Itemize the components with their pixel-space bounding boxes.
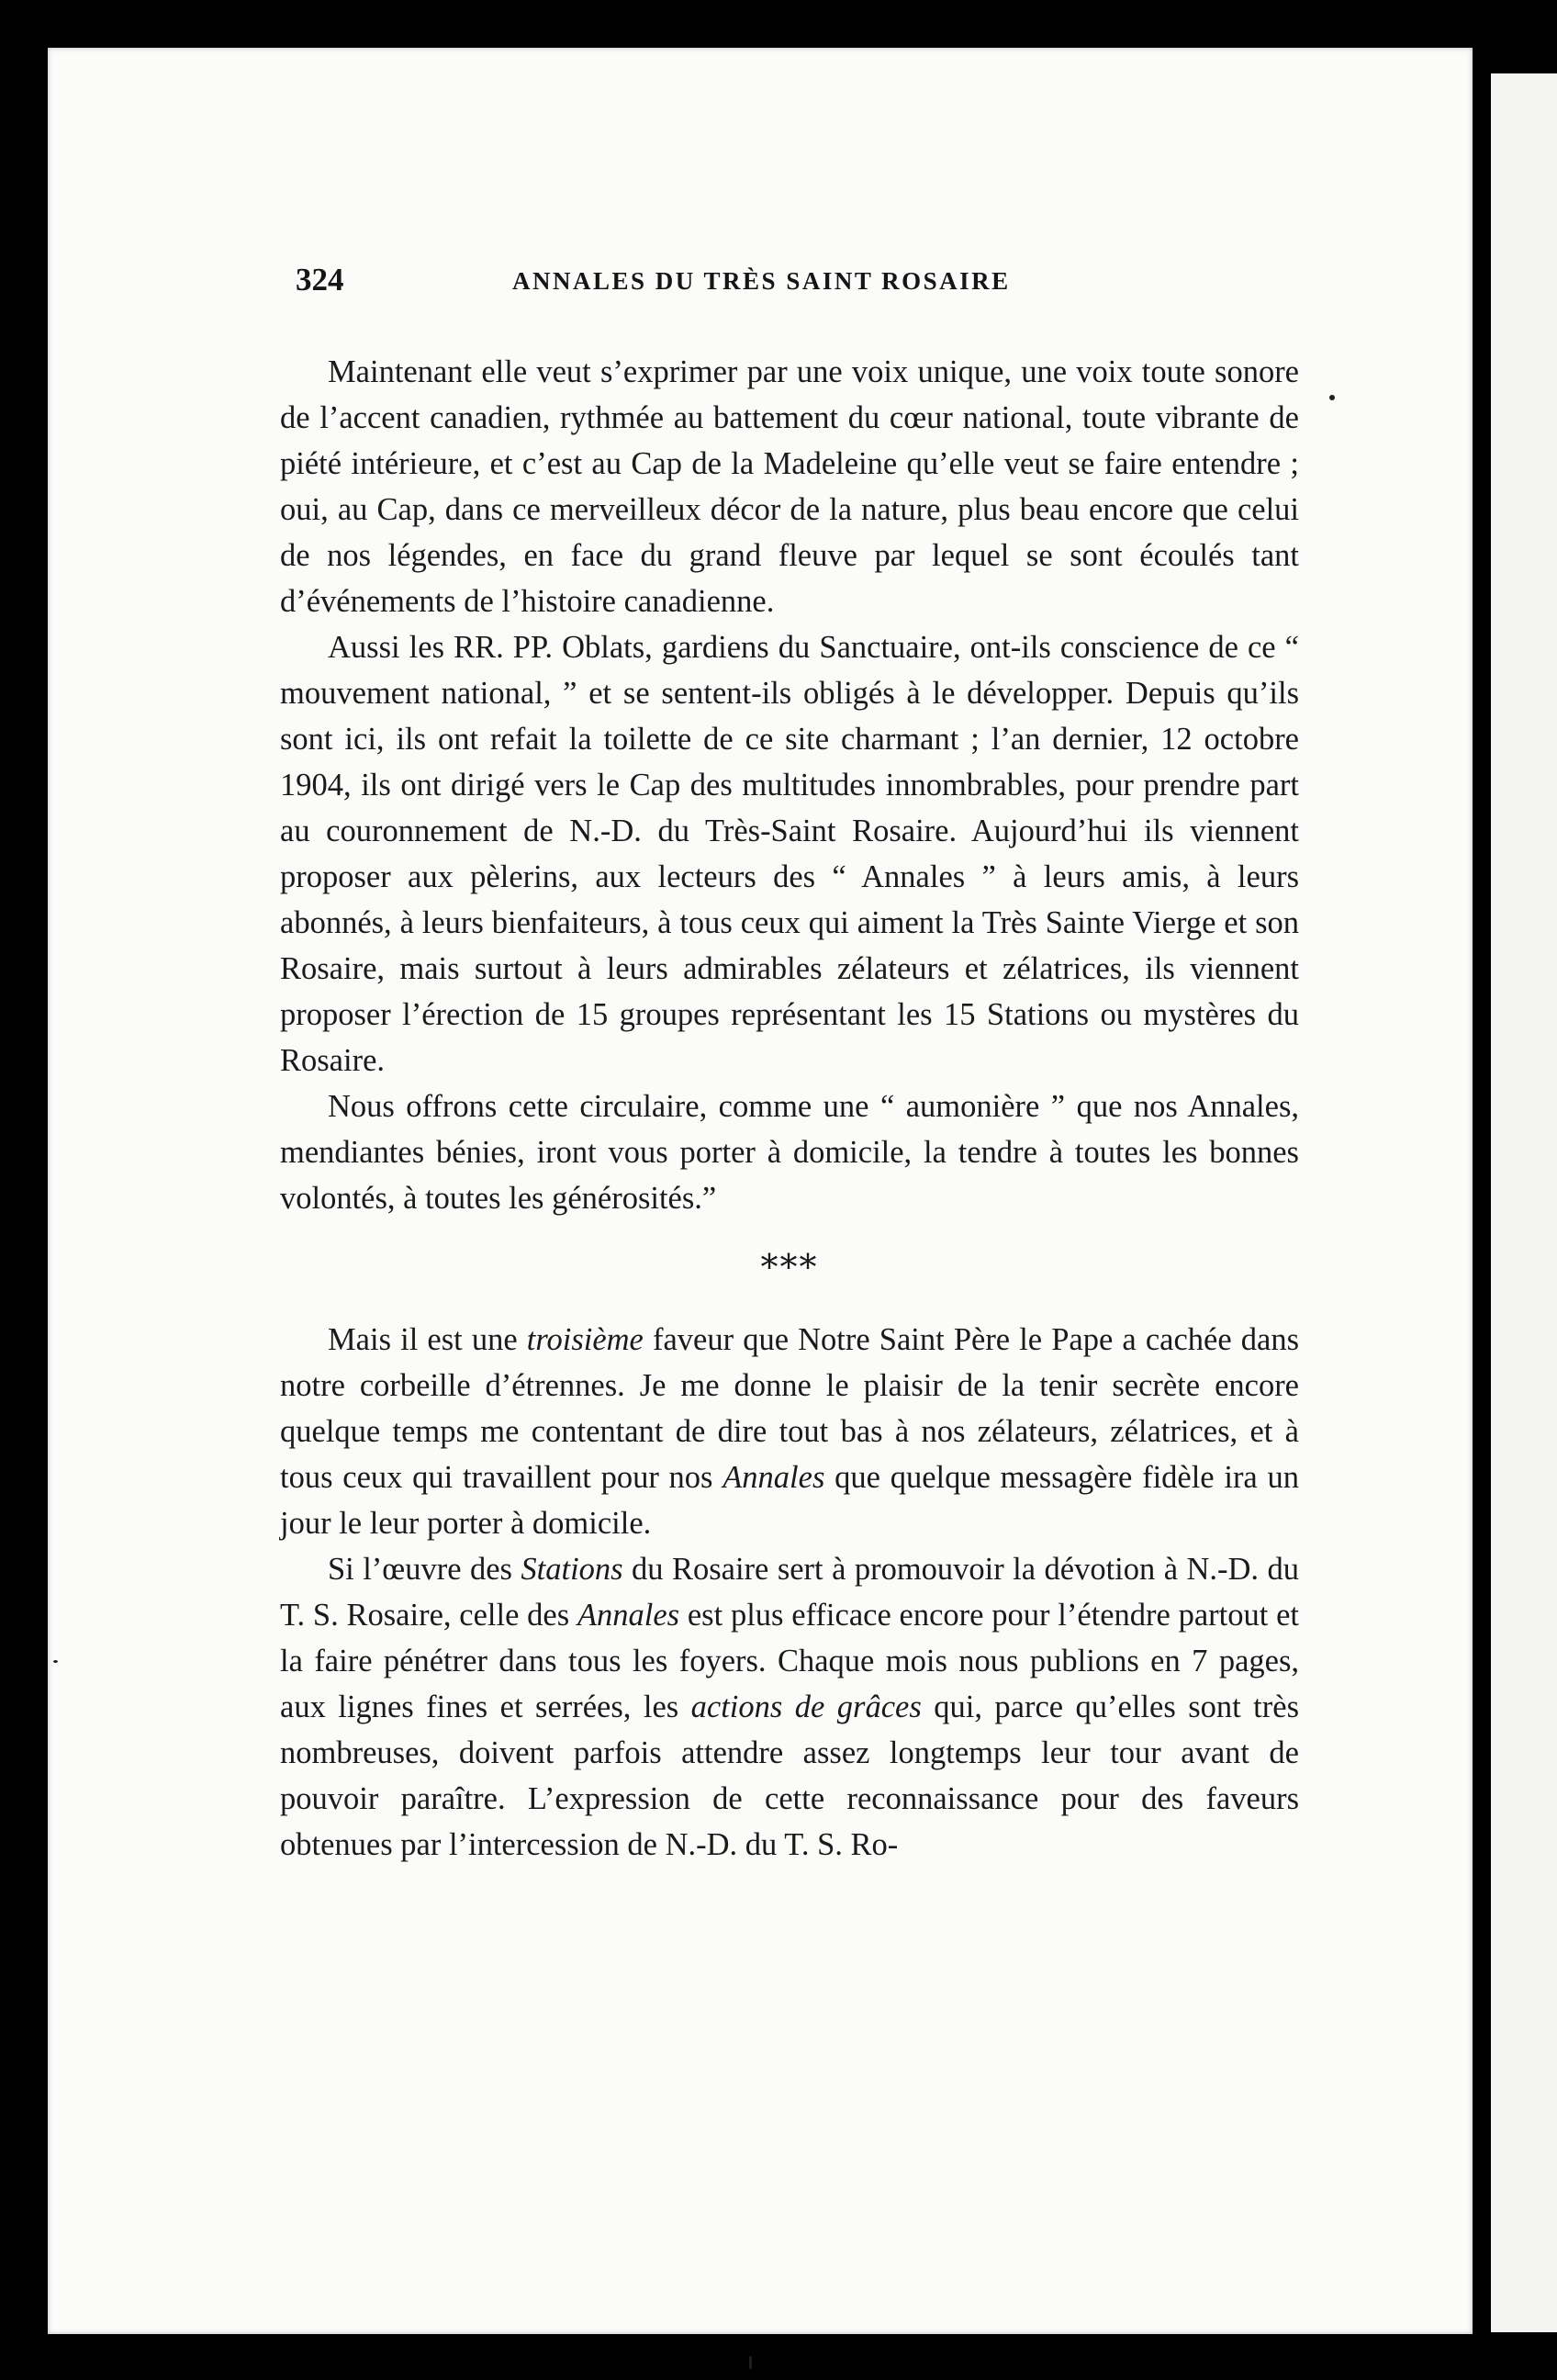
adjacent-page-edge bbox=[1491, 73, 1557, 2332]
text-run: que quelque messagère fidèle ira un jour le leur porter à domicile. bbox=[280, 1460, 1299, 1541]
page-number: 324 bbox=[296, 262, 344, 298]
scan-speck bbox=[749, 2356, 752, 2369]
paragraph bbox=[280, 1546, 1299, 1868]
paragraph: Maintenant elle veut s’exprimer par une voix unique, une voix toute sonore de l’accent canadien, rythmée au battement du cœur national, toute vibrante de piété intérieure, et c’est au Cap de la Madeleine qu’elle veut se faire entendre ; oui, au Cap, dans ce merveilleux décor de la nature, plus beau encore que celui de nos légendes, en face du grand fleuve par lequel se sont écoulés tant d’événements de l’histoire canadienne. bbox=[280, 354, 1299, 619]
text-run: qui, parce qu’elles sont très nombreuses, doivent parfois attendre assez longtemps leur tour avant de pouvoir paraître. L’expression de cette reconnaissance pour des faveurs obtenues par l’intercession de N.-D. du T. S. Ro- bbox=[280, 1690, 1299, 1862]
body-text bbox=[280, 349, 1299, 1868]
text-run: Mais il est une bbox=[328, 1322, 527, 1357]
paragraph: Nous offrons cette circulaire, comme une “ aumonière ” que nos Annales, mendiantes bénies, iront vous porter à domicile, la tendre à toutes les bonnes volontés, à toutes les générosités.” bbox=[280, 1089, 1299, 1216]
italic-run: actions de grâces bbox=[690, 1690, 922, 1724]
paragraph bbox=[280, 1317, 1299, 1546]
italic-run: troisième bbox=[526, 1322, 644, 1357]
page-header bbox=[296, 262, 1122, 308]
text-run: est plus efficace encore pour l’étendre partout et la faire pénétrer dans tous les foyers. Chaque mois nous publions en 7 pages, aux lignes fines et serrées, les bbox=[280, 1598, 1299, 1724]
section-separator: *** bbox=[760, 1247, 819, 1287]
italic-run: Stations bbox=[521, 1552, 623, 1587]
running-title: ANNALES DU TRÈS SAINT ROSAIRE bbox=[512, 267, 1011, 295]
text-run: faveur que Notre Saint Père le Pape a cachée dans notre corbeille d’étrennes. Je me donne le plaisir de la tenir secrète encore quelque temps me contentant de dire tout bas à nos zélateurs, zélatrices, et à tous ceux qui travaillent pour nos bbox=[280, 1322, 1299, 1495]
italic-run: Annales bbox=[577, 1598, 680, 1633]
paragraph: Aussi les RR. PP. Oblats, gardiens du Sanctuaire, ont-ils conscience de ce “ mouvement national, ” et se sentent-ils obligés à le développer. Depuis qu’ils sont ici, ils ont refait la toilette de ce site charmant ; l’an dernier, 12 octobre 1904, ils ont dirigé vers le Cap des multitudes innombrables, pour prendre part au couronnement de N.-D. du Très-Saint Rosaire. Aujourd’hui ils viennent proposer aux pèlerins, aux lecteurs des “ Annales ” à leurs amis, à leurs abonnés, à leurs bienfaiteurs, à tous ceux qui aiment la Très Sainte Vierge et son Rosaire, mais surtout à leurs admirables zélateurs et zélatrices, ils viennent proposer l’érection de 15 groupes représentant les 15 Stations ou mystères du Rosaire. bbox=[280, 630, 1299, 1078]
scan-speck bbox=[1329, 395, 1335, 400]
text-run: Si l’œuvre des bbox=[328, 1552, 521, 1587]
italic-run: Annales bbox=[722, 1460, 825, 1495]
text-run: du Rosaire sert à promouvoir la dévotion à N.-D. du T. S. Rosaire, celle des bbox=[280, 1552, 1299, 1633]
scan-speck bbox=[53, 1660, 58, 1663]
